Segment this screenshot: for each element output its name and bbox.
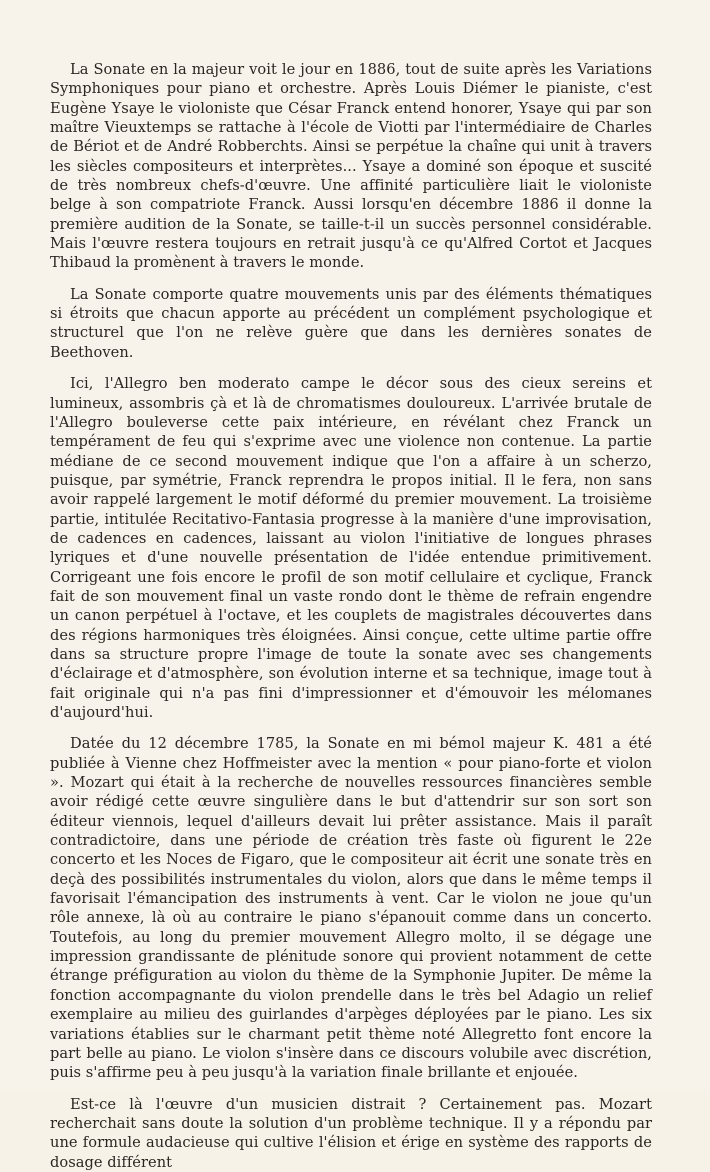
paragraph-sonata-structure: La Sonate comporte quatre mouvements unis par des éléments thématiques si étroits que chacun apporte au précédent un complément psychologique et structurel que l'on ne relève guère que dans les dernières sonates de Beethoven. xyxy=(50,285,652,361)
paragraph-mozart-conclusion: Est-ce là l'œuvre d'un musicien distrait ? Certainement pas. Mozart recherchait sans doute la solution d'un problème technique. Il y a répondu par une formule audacieuse qui cultive l'élision et érige en système des rapports de dosage différent xyxy=(50,1095,652,1171)
document-body xyxy=(50,60,652,1172)
paragraph-mozart-sonata: Datée du 12 décembre 1785, la Sonate en mi bémol majeur K. 481 a été publiée à Vienne chez Hoffmeister avec la mention « pour piano-forte et violon ». Mozart qui était à la recherche de nouvelles ressources financières semble avoir rédigé cette œuvre singulière dans le but d'attendrir sur son sort son éditeur viennois, lequel d'ailleurs devait lui prêter assistance. Mais il paraît contradictoire, dans une période de création très faste où figurent le 22e concerto et les Noces de Figaro, que le compositeur ait écrit une sonate très en deçà des possibilités instrumentales du violon, alors que dans le même temps il favorisait l'émancipation des instruments à vent. Car le violon ne joue qu'un rôle annexe, là où au contraire le piano s'épanouit comme dans un concerto. Toutefois, au long du premier mouvement Allegro molto, il se dégage une impression grandissante de plénitude sonore qui provient notamment de cette étrange préfiguration au violon du thème de la Symphonie Jupiter. De même la fonction accompagnante du violon prendelle dans le très bel Adagio un relief exemplaire au milieu des guirlandes d'arpèges déployées par le piano. Les six variations établies sur le charmant petit thème noté Allegretto font encore la part belle au piano. Le violon s'insère dans ce discours volubile avec discrétion, puis s'affirme peu à peu jusqu'à la variation finale brillante et enjouée. xyxy=(50,735,652,1082)
paragraph-franck-sonata-history: La Sonate en la majeur voit le jour en 1886, tout de suite après les Variations Symphoniques pour piano et orchestre. Après Louis Diémer le pianiste, c'est Eugène Ysaye le violoniste que César Franck entend honorer, Ysaye qui par son maître Vieuxtemps se rattache à l'école de Viotti par l'intermédiaire de Charles de Bériot et de André Robberchts. Ainsi se perpétue la chaîne qui unit à travers les siècles compositeurs et interprètes... Ysaye a dominé son époque et suscité de très nombreux chefs-d'œuvre. Une affinité particulière liait le violoniste belge à son compatriote Franck. Aussi lorsqu'en décembre 1886 il donne la première audition de la Sonate, se taille-t-il un succès personnel considérable. Mais l'œuvre restera toujours en retrait jusqu'à ce qu'Alfred Cortot et Jacques Thibaud la promènent à travers le monde. xyxy=(50,61,652,272)
paragraph-movements-description: Ici, l'Allegro ben moderato campe le décor sous des cieux sereins et lumineux, assombris çà et là de chromatismes douloureux. L'arrivée brutale de l'Allegro bouleverse cette paix intérieure, en révélant chez Franck un tempérament de feu qui s'exprime avec une violence non contenue. La partie médiane de ce second mouvement indique que l'on a affaire à un scherzo, puisque, par symétrie, Franck reprendra le propos initial. Il le fera, non sans avoir rappelé largement le motif déformé du premier mouvement. La troisième partie, intitulée Recitativo-Fantasia progresse à la manière d'une improvisation, de cadences en cadences, laissant au violon l'initiative de longues phrases lyriques et d'une nouvelle présentation de l'idée entendue primitivement. Corrigeant une fois encore le profil de son motif cellulaire et cyclique, Franck fait de son mouvement final un vaste rondo dont le thème de refrain engendre un canon perpétuel à l'octave, et les couplets de magistrales découvertes dans des régions harmoniques très éloignées. Ainsi conçue, cette ultime partie offre dans sa structure propre l'image de toute la sonate avec ses changements d'éclairage et d'atmosphère, son évolution interne et sa technique, image tout à fait originale qui n'a pas fini d'impressionner et d'émouvoir les mélomanes d'aujourd'hui. xyxy=(50,375,652,721)
